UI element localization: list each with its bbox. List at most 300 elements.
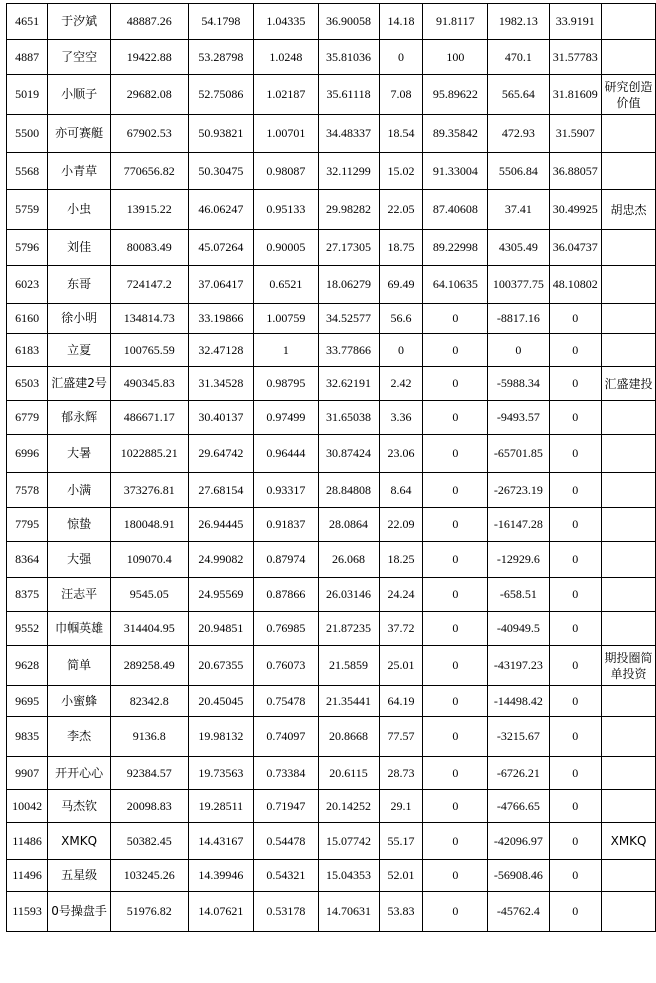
cell-c8: 0 (549, 612, 602, 646)
cell-c3: 0.73384 (254, 757, 318, 790)
cell-c7: 1982.13 (488, 4, 549, 40)
cell-c3: 0.98795 (254, 367, 318, 401)
cell-c7: 5506.84 (488, 153, 549, 190)
cell-c8: 33.9191 (549, 4, 602, 40)
table-row (7, 473, 656, 508)
cell-c7: -26723.19 (488, 473, 549, 508)
cell-c6: 0 (423, 757, 488, 790)
cell-name: 开开心心 (48, 757, 111, 790)
cell-note: 期投圈简单投资 (602, 646, 656, 686)
cell-id: 8364 (7, 542, 48, 578)
table-row (7, 367, 656, 401)
cell-c8: 0 (549, 892, 602, 932)
cell-c2: 19.98132 (188, 717, 254, 757)
cell-c2: 20.67355 (188, 646, 254, 686)
cell-c8: 36.04737 (549, 230, 602, 266)
cell-c3: 0.87866 (254, 578, 318, 612)
cell-c3: 0.87974 (254, 542, 318, 578)
cell-c3: 0.98087 (254, 153, 318, 190)
table-row (7, 75, 656, 115)
cell-name: 刘佳 (48, 230, 111, 266)
cell-c8: 48.10802 (549, 266, 602, 304)
cell-c7: -56908.46 (488, 860, 549, 892)
cell-c3: 1.04335 (254, 4, 318, 40)
cell-c2: 30.40137 (188, 401, 254, 435)
cell-c6: 0 (423, 473, 488, 508)
cell-c5: 7.08 (379, 75, 423, 115)
cell-name: 郁永辉 (48, 401, 111, 435)
cell-c4: 35.81036 (318, 40, 379, 75)
cell-name: XMKQ (48, 823, 111, 860)
cell-c5: 8.64 (379, 473, 423, 508)
cell-c1: 770656.82 (110, 153, 188, 190)
table-row (7, 401, 656, 435)
cell-c5: 18.75 (379, 230, 423, 266)
cell-c7: 472.93 (488, 115, 549, 153)
cell-id: 8375 (7, 578, 48, 612)
cell-c3: 1.02187 (254, 75, 318, 115)
cell-c8: 0 (549, 334, 602, 367)
cell-c6: 0 (423, 578, 488, 612)
cell-c2: 19.28511 (188, 790, 254, 823)
cell-c4: 30.87424 (318, 435, 379, 473)
cell-c1: 48887.26 (110, 4, 188, 40)
cell-name: 惊蛰 (48, 508, 111, 542)
cell-note (602, 230, 656, 266)
cell-c2: 29.64742 (188, 435, 254, 473)
cell-c7: 470.1 (488, 40, 549, 75)
cell-c8: 0 (549, 304, 602, 334)
cell-c1: 92384.57 (110, 757, 188, 790)
cell-c5: 64.19 (379, 686, 423, 717)
cell-c1: 13915.22 (110, 190, 188, 230)
cell-c5: 22.09 (379, 508, 423, 542)
cell-name: 0号操盘手 (48, 892, 111, 932)
cell-c3: 0.90005 (254, 230, 318, 266)
cell-c5: 52.01 (379, 860, 423, 892)
cell-c3: 1.00701 (254, 115, 318, 153)
cell-c8: 0 (549, 790, 602, 823)
cell-c2: 19.73563 (188, 757, 254, 790)
cell-name: 五星级 (48, 860, 111, 892)
cell-c7: -40949.5 (488, 612, 549, 646)
cell-c8: 0 (549, 508, 602, 542)
cell-name: 徐小明 (48, 304, 111, 334)
cell-c1: 289258.49 (110, 646, 188, 686)
cell-name: 马杰钦 (48, 790, 111, 823)
cell-c7: -9493.57 (488, 401, 549, 435)
cell-note (602, 757, 656, 790)
cell-c8: 0 (549, 686, 602, 717)
cell-c5: 24.24 (379, 578, 423, 612)
cell-c6: 0 (423, 435, 488, 473)
cell-note (602, 153, 656, 190)
cell-id: 5019 (7, 75, 48, 115)
cell-c1: 9545.05 (110, 578, 188, 612)
cell-note (602, 860, 656, 892)
cell-id: 11496 (7, 860, 48, 892)
cell-c8: 0 (549, 860, 602, 892)
cell-c5: 29.1 (379, 790, 423, 823)
cell-id: 9552 (7, 612, 48, 646)
cell-id: 5759 (7, 190, 48, 230)
cell-c4: 21.5859 (318, 646, 379, 686)
cell-note (602, 401, 656, 435)
cell-c7: 565.64 (488, 75, 549, 115)
cell-c1: 19422.88 (110, 40, 188, 75)
cell-c2: 53.28798 (188, 40, 254, 75)
cell-id: 6996 (7, 435, 48, 473)
cell-id: 5500 (7, 115, 48, 153)
table-row (7, 40, 656, 75)
cell-c6: 0 (423, 401, 488, 435)
cell-c5: 3.36 (379, 401, 423, 435)
cell-c7: -658.51 (488, 578, 549, 612)
cell-c3: 0.76985 (254, 612, 318, 646)
cell-note (602, 508, 656, 542)
table-row (7, 646, 656, 686)
cell-c8: 0 (549, 717, 602, 757)
cell-c1: 109070.4 (110, 542, 188, 578)
cell-c2: 54.1798 (188, 4, 254, 40)
cell-c2: 24.95569 (188, 578, 254, 612)
cell-c1: 373276.81 (110, 473, 188, 508)
cell-c2: 27.68154 (188, 473, 254, 508)
cell-c6: 64.10635 (423, 266, 488, 304)
cell-c3: 0.54478 (254, 823, 318, 860)
table-row (7, 757, 656, 790)
cell-c8: 0 (549, 757, 602, 790)
cell-c4: 20.14252 (318, 790, 379, 823)
cell-c2: 37.06417 (188, 266, 254, 304)
cell-note (602, 304, 656, 334)
cell-c7: 37.41 (488, 190, 549, 230)
cell-c7: -16147.28 (488, 508, 549, 542)
cell-c5: 18.25 (379, 542, 423, 578)
cell-note (602, 612, 656, 646)
cell-c8: 30.49925 (549, 190, 602, 230)
cell-c1: 50382.45 (110, 823, 188, 860)
cell-c6: 0 (423, 892, 488, 932)
cell-name: 大暑 (48, 435, 111, 473)
cell-c2: 26.94445 (188, 508, 254, 542)
cell-c3: 0.6521 (254, 266, 318, 304)
cell-c4: 27.17305 (318, 230, 379, 266)
cell-c6: 0 (423, 508, 488, 542)
cell-id: 11593 (7, 892, 48, 932)
cell-c7: -5988.34 (488, 367, 549, 401)
cell-id: 6779 (7, 401, 48, 435)
table-row (7, 435, 656, 473)
cell-c1: 9136.8 (110, 717, 188, 757)
table-row (7, 717, 656, 757)
cell-c4: 28.0864 (318, 508, 379, 542)
cell-c6: 0 (423, 646, 488, 686)
table-row (7, 686, 656, 717)
cell-c1: 67902.53 (110, 115, 188, 153)
cell-name: 于汐斌 (48, 4, 111, 40)
cell-note: 胡忠杰 (602, 190, 656, 230)
cell-c2: 52.75086 (188, 75, 254, 115)
cell-id: 10042 (7, 790, 48, 823)
cell-c5: 28.73 (379, 757, 423, 790)
cell-note (602, 334, 656, 367)
cell-c6: 100 (423, 40, 488, 75)
cell-c6: 0 (423, 334, 488, 367)
table-row (7, 266, 656, 304)
cell-id: 6183 (7, 334, 48, 367)
cell-c4: 29.98282 (318, 190, 379, 230)
cell-c8: 0 (549, 646, 602, 686)
cell-c1: 180048.91 (110, 508, 188, 542)
table-row (7, 860, 656, 892)
cell-name: 了空空 (48, 40, 111, 75)
cell-note (602, 40, 656, 75)
cell-name: 亦可赛艇 (48, 115, 111, 153)
cell-c4: 32.11299 (318, 153, 379, 190)
cell-c6: 0 (423, 686, 488, 717)
cell-c7: -8817.16 (488, 304, 549, 334)
cell-c4: 20.8668 (318, 717, 379, 757)
cell-c3: 0.95133 (254, 190, 318, 230)
cell-id: 6503 (7, 367, 48, 401)
cell-c6: 0 (423, 717, 488, 757)
cell-name: 汇盛建2号 (48, 367, 111, 401)
cell-c4: 18.06279 (318, 266, 379, 304)
cell-c2: 24.99082 (188, 542, 254, 578)
cell-c2: 14.43167 (188, 823, 254, 860)
cell-c5: 23.06 (379, 435, 423, 473)
cell-id: 9907 (7, 757, 48, 790)
table-row (7, 190, 656, 230)
cell-c1: 80083.49 (110, 230, 188, 266)
table-row (7, 115, 656, 153)
cell-id: 5568 (7, 153, 48, 190)
cell-c5: 15.02 (379, 153, 423, 190)
cell-c3: 0.96444 (254, 435, 318, 473)
cell-id: 11486 (7, 823, 48, 860)
cell-c2: 14.07621 (188, 892, 254, 932)
cell-c7: -4766.65 (488, 790, 549, 823)
cell-c6: 0 (423, 860, 488, 892)
cell-c2: 45.07264 (188, 230, 254, 266)
cell-c7: -6726.21 (488, 757, 549, 790)
cell-c4: 15.04353 (318, 860, 379, 892)
cell-c5: 69.49 (379, 266, 423, 304)
cell-c7: 4305.49 (488, 230, 549, 266)
cell-name: 小顺子 (48, 75, 111, 115)
cell-c5: 77.57 (379, 717, 423, 757)
cell-c5: 37.72 (379, 612, 423, 646)
cell-c8: 0 (549, 473, 602, 508)
cell-name: 李杰 (48, 717, 111, 757)
cell-name: 立夏 (48, 334, 111, 367)
table-row (7, 334, 656, 367)
cell-c8: 0 (549, 435, 602, 473)
table-row (7, 153, 656, 190)
cell-c4: 35.61118 (318, 75, 379, 115)
cell-c2: 50.93821 (188, 115, 254, 153)
cell-c5: 0 (379, 40, 423, 75)
cell-c5: 14.18 (379, 4, 423, 40)
cell-c5: 22.05 (379, 190, 423, 230)
cell-name: 汪志平 (48, 578, 111, 612)
cell-name: 大强 (48, 542, 111, 578)
cell-c7: 0 (488, 334, 549, 367)
cell-c5: 53.83 (379, 892, 423, 932)
cell-c8: 31.5907 (549, 115, 602, 153)
cell-c7: -45762.4 (488, 892, 549, 932)
cell-c7: -12929.6 (488, 542, 549, 578)
cell-note (602, 686, 656, 717)
cell-c5: 2.42 (379, 367, 423, 401)
cell-name: 小青草 (48, 153, 111, 190)
table-row (7, 823, 656, 860)
cell-c4: 26.068 (318, 542, 379, 578)
cell-c6: 89.35842 (423, 115, 488, 153)
cell-c2: 46.06247 (188, 190, 254, 230)
cell-c7: -14498.42 (488, 686, 549, 717)
cell-c8: 0 (549, 823, 602, 860)
cell-c1: 1022885.21 (110, 435, 188, 473)
cell-c2: 32.47128 (188, 334, 254, 367)
cell-c8: 0 (549, 401, 602, 435)
cell-c8: 36.88057 (549, 153, 602, 190)
cell-c3: 1.00759 (254, 304, 318, 334)
cell-c4: 14.70631 (318, 892, 379, 932)
cell-c3: 0.93317 (254, 473, 318, 508)
cell-c5: 0 (379, 334, 423, 367)
cell-c6: 89.22998 (423, 230, 488, 266)
cell-c6: 0 (423, 367, 488, 401)
cell-id: 9628 (7, 646, 48, 686)
cell-c3: 0.74097 (254, 717, 318, 757)
cell-c4: 31.65038 (318, 401, 379, 435)
cell-note (602, 892, 656, 932)
cell-note (602, 473, 656, 508)
cell-c7: -65701.85 (488, 435, 549, 473)
cell-c3: 0.97499 (254, 401, 318, 435)
cell-id: 9835 (7, 717, 48, 757)
cell-note (602, 266, 656, 304)
cell-c7: -42096.97 (488, 823, 549, 860)
cell-c1: 134814.73 (110, 304, 188, 334)
cell-c6: 95.89622 (423, 75, 488, 115)
table-row (7, 892, 656, 932)
cell-c8: 31.57783 (549, 40, 602, 75)
cell-c3: 0.75478 (254, 686, 318, 717)
cell-c2: 20.94851 (188, 612, 254, 646)
cell-c1: 103245.26 (110, 860, 188, 892)
cell-id: 4651 (7, 4, 48, 40)
cell-note (602, 4, 656, 40)
cell-c6: 91.8117 (423, 4, 488, 40)
table-row (7, 230, 656, 266)
cell-c2: 14.39946 (188, 860, 254, 892)
cell-c4: 28.84808 (318, 473, 379, 508)
cell-c5: 25.01 (379, 646, 423, 686)
cell-c4: 32.62191 (318, 367, 379, 401)
cell-c4: 15.07742 (318, 823, 379, 860)
table-body (7, 4, 656, 932)
cell-c8: 31.81609 (549, 75, 602, 115)
cell-note: 研究创造价值 (602, 75, 656, 115)
cell-c3: 0.54321 (254, 860, 318, 892)
cell-c1: 490345.83 (110, 367, 188, 401)
cell-name: 小蜜蜂 (48, 686, 111, 717)
table-row (7, 790, 656, 823)
cell-c8: 0 (549, 578, 602, 612)
cell-note (602, 542, 656, 578)
cell-c3: 1 (254, 334, 318, 367)
cell-id: 6023 (7, 266, 48, 304)
cell-id: 9695 (7, 686, 48, 717)
cell-c1: 486671.17 (110, 401, 188, 435)
cell-c1: 20098.83 (110, 790, 188, 823)
table-row (7, 542, 656, 578)
cell-c4: 20.6115 (318, 757, 379, 790)
cell-c1: 724147.2 (110, 266, 188, 304)
cell-c2: 20.45045 (188, 686, 254, 717)
cell-c5: 56.6 (379, 304, 423, 334)
ranking-table (6, 3, 656, 932)
cell-c5: 55.17 (379, 823, 423, 860)
cell-c1: 82342.8 (110, 686, 188, 717)
cell-name: 小满 (48, 473, 111, 508)
cell-c6: 0 (423, 542, 488, 578)
cell-c6: 91.33004 (423, 153, 488, 190)
cell-name: 简单 (48, 646, 111, 686)
cell-c4: 34.52577 (318, 304, 379, 334)
cell-c4: 34.48337 (318, 115, 379, 153)
table-row (7, 304, 656, 334)
cell-c6: 0 (423, 612, 488, 646)
cell-c6: 87.40608 (423, 190, 488, 230)
cell-c4: 21.87235 (318, 612, 379, 646)
cell-note (602, 578, 656, 612)
cell-c7: -3215.67 (488, 717, 549, 757)
cell-c8: 0 (549, 542, 602, 578)
cell-name: 东哥 (48, 266, 111, 304)
cell-c6: 0 (423, 304, 488, 334)
cell-note (602, 115, 656, 153)
cell-note (602, 435, 656, 473)
cell-c4: 33.77866 (318, 334, 379, 367)
cell-c3: 0.71947 (254, 790, 318, 823)
cell-name: 小虫 (48, 190, 111, 230)
cell-c4: 21.35441 (318, 686, 379, 717)
cell-c1: 314404.95 (110, 612, 188, 646)
cell-id: 5796 (7, 230, 48, 266)
cell-c6: 0 (423, 823, 488, 860)
cell-id: 6160 (7, 304, 48, 334)
cell-c1: 100765.59 (110, 334, 188, 367)
cell-c6: 0 (423, 790, 488, 823)
table-row (7, 612, 656, 646)
cell-c1: 51976.82 (110, 892, 188, 932)
table-row (7, 508, 656, 542)
cell-c2: 33.19866 (188, 304, 254, 334)
cell-id: 7795 (7, 508, 48, 542)
cell-note (602, 790, 656, 823)
cell-note: XMKQ (602, 823, 656, 860)
cell-c2: 31.34528 (188, 367, 254, 401)
cell-c1: 29682.08 (110, 75, 188, 115)
cell-c4: 36.90058 (318, 4, 379, 40)
cell-id: 4887 (7, 40, 48, 75)
cell-c7: 100377.75 (488, 266, 549, 304)
cell-c5: 18.54 (379, 115, 423, 153)
